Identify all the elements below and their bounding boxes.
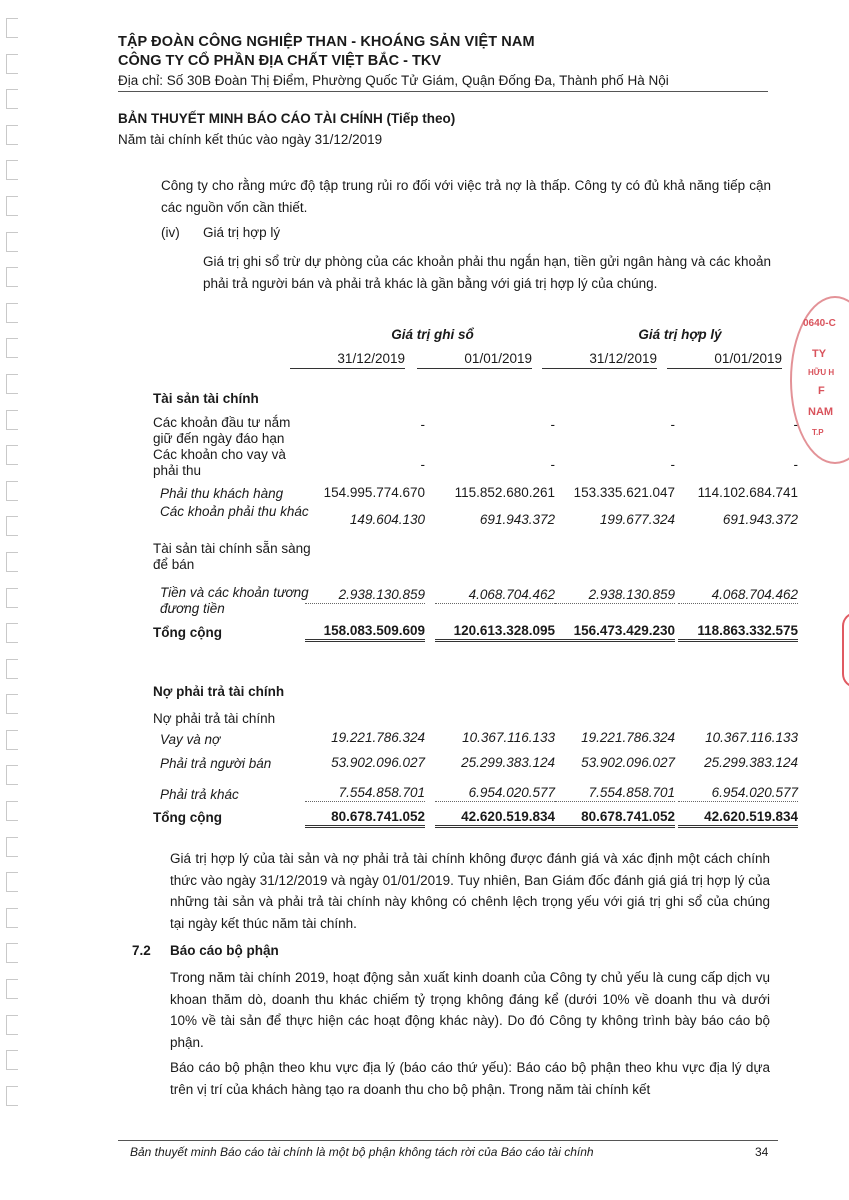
binding-mark (6, 303, 18, 323)
binding-mark (6, 338, 18, 358)
assets-total-label: Tổng cộng (153, 625, 222, 640)
table-cell: 53.902.096.027 (581, 755, 675, 770)
table-cell: 2.938.130.859 (305, 587, 425, 604)
table-cell: 4.068.704.462 (678, 587, 798, 604)
section-iv-title: Giá trị hợp lý (203, 225, 281, 240)
table-total-cell: 80.678.741.052 (555, 809, 675, 828)
table-cell: 25.299.383.124 (704, 755, 798, 770)
footer-text: Bản thuyết minh Báo cáo tài chính là một bộ phận không tách rời của Báo cáo tài chính (130, 1145, 594, 1159)
table-cell: 4.068.704.462 (435, 587, 555, 604)
company-name: CÔNG TY CỔ PHẦN ĐỊA CHẤT VIỆT BẮC - TKV (118, 53, 442, 69)
binding-mark (6, 196, 18, 216)
table-cell: 10.367.116.133 (462, 730, 555, 745)
table-cell: 691.943.372 (479, 512, 555, 527)
binding-mark (6, 481, 18, 501)
table-row-label: Các khoản đầu tư nắm giữ đến ngày đáo hạn (153, 415, 291, 446)
page-number: 34 (755, 1145, 769, 1159)
table-total-cell: 120.613.328.095 (435, 623, 555, 642)
section-7-2-paragraph-1: Trong năm tài chính 2019, hoạt động sản xuất kinh doanh của Công ty chủ yếu là cung cấp dịch vụ khoan thăm dò, doanh thu khác chiếm tỷ trọng không đáng kể (dưới 10% về doanh thu và dưới 10% về tài sản để thực hiện các hoạt động khác này). Do đó Công ty không trình bày báo cáo bộ phận. (170, 970, 770, 1050)
binding-mark (6, 516, 18, 536)
stamp-text: HỮU H (808, 368, 835, 377)
table-cell: 53.902.096.027 (331, 755, 425, 770)
table-cell: 115.852.680.261 (454, 485, 555, 500)
binding-mark (6, 1050, 18, 1070)
column-date-header: 01/01/2019 (417, 351, 532, 369)
table-row-label: Tài sản tài chính sẵn sàng để bán (153, 541, 311, 572)
stamp-text: NAM (808, 406, 834, 418)
table-total-cell: 42.620.519.834 (435, 809, 555, 828)
binding-mark (6, 837, 18, 857)
binding-mark (6, 445, 18, 465)
binding-mark (6, 908, 18, 928)
table-cell: 19.221.786.324 (331, 730, 425, 745)
binding-mark (6, 659, 18, 679)
table-cell: 6.954.020.577 (678, 785, 798, 802)
binding-mark (6, 18, 18, 38)
stamp-text: TY (812, 348, 827, 360)
binding-mark (6, 730, 18, 750)
liabilities-total-label: Tổng cộng (153, 810, 222, 825)
binding-mark (6, 125, 18, 145)
binding-mark (6, 979, 18, 999)
column-group-fair-value: Giá trị hợp lý (638, 327, 722, 342)
binding-mark (6, 54, 18, 74)
table-cell: 6.954.020.577 (435, 785, 555, 802)
table-cell: 114.102.684.741 (697, 485, 798, 500)
table-total-cell: 158.083.509.609 (305, 623, 425, 642)
table-total-cell: 42.620.519.834 (678, 809, 798, 828)
table-cell: 154.995.774.670 (323, 485, 425, 500)
company-address: Địa chỉ: Số 30B Đoàn Thị Điểm, Phường Quốc Tử Giám, Quận Đống Đa, Thành phố Hà Nội (118, 73, 669, 88)
section-7-2-number: 7.2 (132, 943, 151, 958)
table-cell: 19.221.786.324 (581, 730, 675, 745)
binding-mark (6, 160, 18, 180)
table-total-cell: 156.473.429.230 (555, 623, 675, 642)
table-row-label: Phải trả người bán (160, 756, 272, 771)
table-cell: - (670, 417, 675, 432)
section-7-2-title: Báo cáo bộ phận (170, 943, 279, 958)
binding-mark (6, 943, 18, 963)
liabilities-heading: Nợ phải trả tài chính (153, 684, 285, 699)
binding-mark (6, 89, 18, 109)
table-row-label: Vay và nợ (160, 732, 221, 747)
table-cell: - (670, 457, 675, 472)
column-group-book-value: Giá trị ghi sổ (391, 327, 474, 342)
table-cell: - (793, 457, 798, 472)
section-iv-number: (iv) (161, 225, 180, 240)
binding-mark (6, 872, 18, 892)
column-date-header: 01/01/2019 (667, 351, 782, 369)
stamp-text: F (818, 385, 825, 397)
document-title: BẢN THUYẾT MINH BÁO CÁO TÀI CHÍNH (Tiếp theo) (118, 111, 456, 126)
table-row-label: Nợ phải trả tài chính (153, 711, 276, 726)
binding-mark (6, 267, 18, 287)
section-iv-paragraph: Giá trị ghi sổ trừ dự phòng của các khoản phải thu ngắn hạn, tiền gửi ngân hàng và các khoản phải trả người bán và phải trả khác là gần bằng với giá trị hợp lý của chúng. (203, 254, 771, 291)
binding-mark (6, 694, 18, 714)
stamp-code: 0640-C (803, 318, 836, 329)
header-divider (118, 91, 768, 92)
stamp-text: T.P (812, 428, 824, 437)
binding-mark (6, 801, 18, 821)
table-row-label: Các khoản phải thu khác (160, 504, 309, 519)
table-cell: 25.299.383.124 (461, 755, 555, 770)
binding-mark (6, 374, 18, 394)
table-cell: - (550, 457, 555, 472)
intro-paragraph: Công ty cho rằng mức độ tập trung rủi ro đối với việc trả nợ là thấp. Công ty có đủ khả năng tiếp cận các nguồn vốn cần thiết. (161, 178, 771, 215)
table-cell: 691.943.372 (722, 512, 798, 527)
table-cell: 2.938.130.859 (555, 587, 675, 604)
table-cell: - (420, 457, 425, 472)
table-row-label: Phải trả khác (160, 787, 239, 802)
binding-mark (6, 588, 18, 608)
table-cell: - (550, 417, 555, 432)
document-subtitle: Năm tài chính kết thúc vào ngày 31/12/2019 (118, 132, 383, 147)
table-row-label: Tiền và các khoản tương đương tiền (160, 585, 309, 616)
table-cell: 199.677.324 (599, 512, 675, 527)
footer-divider (118, 1140, 778, 1141)
table-total-cell: 80.678.741.052 (305, 809, 425, 828)
column-date-header: 31/12/2019 (290, 351, 405, 369)
group-name: TẬP ĐOÀN CÔNG NGHIỆP THAN - KHOÁNG SẢN VIỆT NAM (118, 34, 535, 50)
binding-mark (6, 1015, 18, 1035)
fair-value-note: Giá trị hợp lý của tài sản và nợ phải trả tài chính không được đánh giá và xác định một cách chính thức vào ngày 31/12/2019 và ngày 01/01/2019. Tuy nhiên, Ban Giám đốc đánh giá giá trị hợp lý của những tài sản và phải trả tài chính này không có chênh lệch trọng yếu với giá trị ghi sổ của chúng tại ngày kết thúc năm tài chính. (170, 851, 770, 931)
table-cell: 7.554.858.701 (555, 785, 675, 802)
table-row-label: Phải thu khách hàng (160, 486, 284, 501)
table-total-cell: 118.863.332.575 (678, 623, 798, 642)
binding-mark (6, 623, 18, 643)
table-cell: - (793, 417, 798, 432)
binding-mark (6, 410, 18, 430)
binding-marks (6, 18, 22, 1121)
table-cell: 10.367.116.133 (705, 730, 798, 745)
section-7-2-paragraph-2: Báo cáo bộ phận theo khu vực địa lý (báo cáo thứ yếu): Báo cáo bộ phận theo khu vực địa lý dựa trên vị trí của khách hàng tạo ra doanh thu cho bộ phận. Trong năm tài chính kết (170, 1060, 770, 1097)
column-date-header: 31/12/2019 (542, 351, 657, 369)
table-cell: 153.335.621.047 (573, 485, 675, 500)
binding-mark (6, 232, 18, 252)
table-row-label: Các khoản cho vay và phải thu (153, 447, 286, 478)
signature-stamp-mark (842, 612, 849, 688)
table-cell: 7.554.858.701 (305, 785, 425, 802)
binding-mark (6, 552, 18, 572)
table-cell: 149.604.130 (349, 512, 425, 527)
binding-mark (6, 765, 18, 785)
binding-mark (6, 1086, 18, 1106)
assets-heading: Tài sản tài chính (153, 391, 259, 406)
table-cell: - (420, 417, 425, 432)
